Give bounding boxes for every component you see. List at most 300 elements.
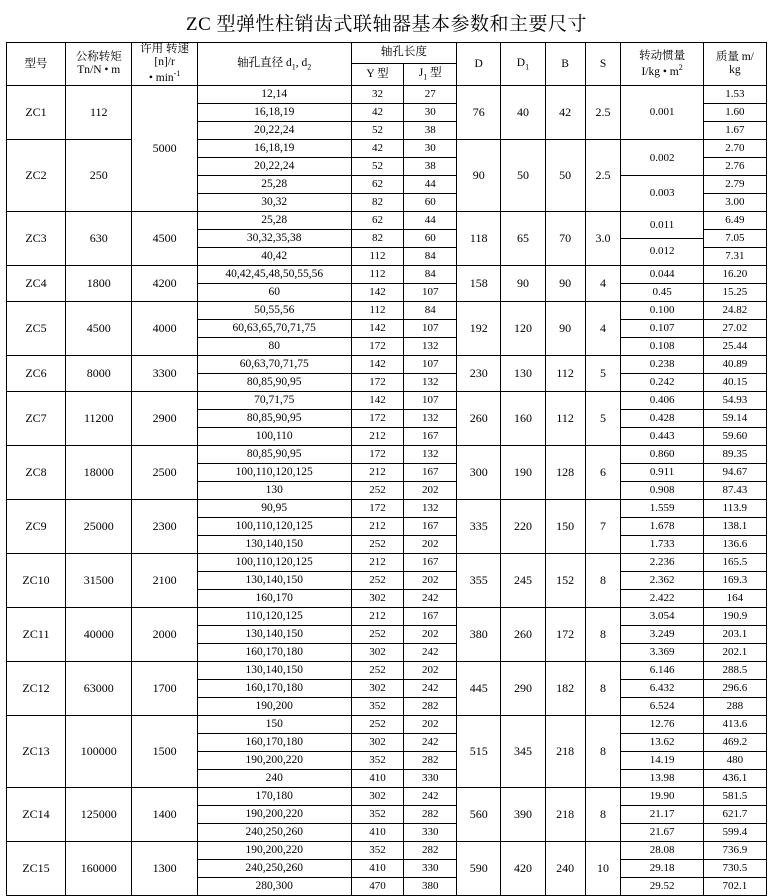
cell-bore-diameter [197,86,351,140]
cell-B: 150 [545,500,585,554]
cell-rated-torque: 4500 [66,302,132,356]
cell-bore-length-j1-line: 44 [404,176,456,194]
cell-bore-length-j1 [404,500,457,554]
cell-B: 90 [545,266,585,302]
cell-rated-torque: 160000 [66,842,132,896]
cell-speed: 3300 [132,356,197,392]
cell-bore-diameter-line: 20,22,24 [254,124,295,137]
cell-bore-diameter-line: 190,200,220 [198,806,351,824]
cell-inertia [621,716,703,788]
cell-inertia-line: 0.406 [621,392,702,410]
cell-bore-length-j1 [404,140,457,212]
cell-mass [703,554,766,608]
cell-bore-diameter-line: 240,250,260 [198,860,351,878]
cell-bore-length-j1-line: 84 [424,250,436,263]
cell-bore-length-y [351,662,404,716]
cell-inertia-line: 0.107 [621,320,702,338]
header-inertia-line2: I/kg • m [641,65,679,78]
cell-rated-torque: 125000 [66,788,132,842]
cell-bore-diameter-line: 160,170 [255,592,293,605]
cell-S: 2.5 [585,140,621,212]
cell-B: 70 [545,212,585,266]
cell-inertia-line: 0.860 [621,446,702,464]
cell-bore-diameter-line: 25,28 [198,176,351,194]
header-bore-tail: , d [295,57,308,69]
cell-bore-diameter [197,608,351,662]
cell-bore-length-j1 [404,302,457,356]
specification-table [6,42,767,896]
cell-B: 112 [545,356,585,392]
cell-bore-diameter [197,302,351,356]
cell-inertia-line: 3.249 [621,626,702,644]
cell-inertia-line: 0.911 [621,464,702,482]
header-mass-line1: 质量 m/ [715,51,754,64]
cell-bore-length-y [351,302,404,356]
cell-model: ZC3 [7,212,66,266]
cell-bore-length-j1-line: 202 [421,538,439,551]
cell-bore-diameter-line: 70,71,75 [198,392,351,410]
cell-mass [703,140,766,212]
cell-bore-length-y-line: 32 [352,86,404,104]
header-model: 型号 [7,43,66,86]
cell-speed: 2300 [132,500,197,554]
cell-bore-length-j1-line: 202 [404,572,456,590]
table-row [7,140,767,212]
cell-mass [703,446,766,500]
cell-inertia-line: 29.18 [621,860,702,878]
cell-mass-line: 94.67 [704,464,766,482]
cell-bore-diameter-line: 190,200 [255,700,293,713]
cell-inertia-line: 0.044 [621,266,702,284]
cell-inertia-line: 6.146 [621,662,702,680]
cell-model: ZC11 [7,608,66,662]
header-inertia-line1: 转动惯量 [639,49,686,62]
cell-bore-diameter-line: 16,18,19 [198,104,351,122]
cell-bore-diameter-line: 60,63,65,70,71,75 [198,320,351,338]
cell-rated-torque: 31500 [66,554,132,608]
cell-bore-length-j1-line: 107 [404,320,456,338]
cell-D: 355 [457,554,501,608]
cell-bore-length-j1-line: 167 [404,464,456,482]
cell-D: 158 [457,266,501,302]
cell-bore-length-j1-line: 282 [404,806,456,824]
cell-rated-torque: 112 [66,86,132,140]
cell-mass [703,500,766,554]
cell-bore-length-y-line: 82 [352,230,404,248]
cell-B: 152 [545,554,585,608]
cell-mass-line: 599.4 [722,826,748,839]
header-mass-line2: kg [729,64,741,77]
header-speed [132,43,197,86]
cell-bore-length-j1-line: 330 [404,860,456,878]
cell-inertia-line: 0.011 [621,213,702,240]
cell-inertia-line: 0.428 [621,410,702,428]
cell-inertia [621,554,703,608]
cell-D: 515 [457,716,501,788]
cell-mass-line: 480 [704,752,766,770]
cell-mass-line: 7.05 [704,230,766,248]
cell-rated-torque: 25000 [66,500,132,554]
cell-inertia-line: 0.242 [649,376,675,389]
cell-speed: 2000 [132,608,197,662]
cell-bore-length-y-line: 352 [352,752,404,770]
cell-bore-length-y-line: 112 [369,250,386,263]
cell-bore-length-j1-line: 282 [404,842,456,860]
cell-bore-diameter-line: 12,14 [198,86,351,104]
cell-mass-line: 54.93 [704,392,766,410]
cell-S: 8 [585,608,621,662]
cell-bore-length-j1-line: 167 [404,554,456,572]
cell-bore-diameter-line: 100,110,120,125 [198,518,351,536]
cell-speed: 1500 [132,716,197,788]
cell-D1: 260 [501,608,545,662]
cell-D: 300 [457,446,501,500]
cell-bore-length-y [351,716,404,788]
cell-mass-line: 203.1 [704,626,766,644]
cell-model: ZC1 [7,86,66,140]
cell-S: 8 [585,716,621,788]
cell-bore-length-j1 [404,212,457,266]
cell-bore-diameter-line: 40,42,45,48,50,55,56 [198,266,351,284]
cell-mass-line: 190.9 [704,608,766,626]
cell-bore-length-j1-line: 282 [404,752,456,770]
cell-bore-diameter-line: 80,85,90,95 [246,376,302,389]
header-rated-torque-line1: 公称转矩 [75,51,122,64]
cell-D1: 40 [501,86,545,140]
cell-inertia [621,662,703,716]
cell-bore-length-y-line: 252 [352,626,404,644]
cell-bore-length-y-line: 142 [369,286,386,299]
cell-S: 8 [585,788,621,842]
table-row [7,842,767,896]
cell-inertia [621,842,703,896]
header-D: D [457,43,501,86]
cell-bore-length-j1-line: 202 [404,716,456,734]
cell-bore-diameter-line: 160,170,180 [198,680,351,698]
header-bore-sub2: 2 [307,62,312,72]
table-header [7,43,767,86]
cell-bore-length-y-line: 352 [352,842,404,860]
table-row [7,788,767,842]
cell-B: 128 [545,446,585,500]
header-bore-sub1: 1 [291,62,296,72]
cell-mass [703,212,766,266]
cell-S: 2.5 [585,86,621,140]
cell-bore-length-y-line: 112 [352,302,404,320]
cell-mass [703,788,766,842]
cell-model: ZC9 [7,500,66,554]
cell-bore-length-j1-line: 167 [404,608,456,626]
cell-mass-line: 436.1 [722,772,748,785]
cell-bore-diameter-line: 130,140,150 [198,662,351,680]
cell-bore-length-y-line: 410 [369,772,386,785]
cell-inertia-line: 0.001 [649,106,675,119]
cell-speed: 1300 [132,842,197,896]
cell-inertia-line: 21.17 [621,806,702,824]
cell-bore-length-y-line: 352 [352,806,404,824]
cell-mass [703,608,766,662]
cell-bore-length-j1-line: 330 [421,826,439,839]
cell-bore-length-j1-line: 167 [404,518,456,536]
cell-bore-length-y-line: 302 [352,734,404,752]
table-body [7,86,767,896]
table-row [7,662,767,716]
cell-bore-diameter [197,500,351,554]
cell-mass-line: 2.70 [704,140,766,158]
cell-mass-line: 581.5 [704,788,766,806]
cell-bore-length-y-line: 410 [369,826,386,839]
cell-rated-torque: 630 [66,212,132,266]
cell-mass-line: 87.43 [722,484,748,497]
cell-model: ZC12 [7,662,66,716]
cell-bore-diameter-line: 130,140,150 [198,626,351,644]
cell-mass-line: 702.1 [722,880,748,893]
cell-bore-diameter-line: 240,250,260 [245,826,303,839]
cell-mass [703,302,766,356]
cell-bore-length-j1-line: 202 [404,662,456,680]
cell-mass-line: 202.1 [722,646,748,659]
cell-bore-length-j1 [404,662,457,716]
cell-mass-line: 165.5 [704,554,766,572]
cell-bore-length-y [351,500,404,554]
cell-bore-length-y-line: 62 [352,176,404,194]
cell-bore-length-y-line: 212 [352,554,404,572]
cell-bore-length-j1-line: 132 [404,446,456,464]
cell-mass-line: 296.6 [704,680,766,698]
header-rated-torque-line2: Tn/N • m [77,64,121,77]
cell-inertia-line: 3.054 [621,608,702,626]
cell-D1: 290 [501,662,545,716]
cell-bore-length-y-line: 172 [369,376,386,389]
cell-mass [703,86,766,140]
cell-rated-torque: 1800 [66,266,132,302]
cell-bore-diameter-line: 50,55,56 [198,302,351,320]
cell-bore-length-j1-line: 132 [404,500,456,518]
cell-speed: 5000 [132,86,197,212]
cell-bore-length-j1-line: 132 [421,376,439,389]
cell-D1: 245 [501,554,545,608]
cell-bore-diameter [197,662,351,716]
cell-bore-diameter-line: 20,22,24 [198,158,351,176]
cell-speed: 4500 [132,212,197,266]
cell-B: 218 [545,716,585,788]
header-bore-diameter [197,43,351,86]
cell-bore-diameter-line: 110,120,125 [198,608,351,626]
cell-mass-line: 736.9 [704,842,766,860]
cell-bore-diameter-line: 16,18,19 [198,140,351,158]
cell-bore-diameter-line: 30,32,35,38 [198,230,351,248]
cell-model: ZC7 [7,392,66,446]
cell-bore-length-j1 [404,86,457,140]
cell-D1: 190 [501,446,545,500]
cell-D: 90 [457,140,501,212]
cell-bore-length-y-line: 172 [369,340,386,353]
cell-bore-diameter [197,212,351,266]
cell-mass-line: 469.2 [704,734,766,752]
cell-bore-diameter-line: 100,110,120,125 [198,464,351,482]
cell-inertia [621,356,703,392]
cell-bore-diameter-line: 170,180 [198,788,351,806]
cell-bore-length-j1-line: 30 [404,104,456,122]
cell-D: 260 [457,392,501,446]
cell-D1: 390 [501,788,545,842]
table-row [7,86,767,140]
cell-S: 3.0 [585,212,621,266]
cell-bore-length-y-line: 252 [352,716,404,734]
cell-inertia-line: 0.100 [621,302,702,320]
header-inertia [621,43,703,86]
cell-mass-line: 169.3 [704,572,766,590]
cell-mass-line: 7.31 [725,250,745,263]
cell-bore-diameter-line: 60,63,70,71,75 [198,356,351,374]
cell-bore-diameter-line: 80,85,90,95 [198,410,351,428]
cell-bore-length-y-line: 302 [369,646,386,659]
cell-mass-line: 2.76 [704,158,766,176]
cell-bore-diameter-line: 30,32 [261,196,288,209]
cell-mass-line: 730.5 [704,860,766,878]
cell-bore-length-y-line: 302 [369,592,386,605]
cell-mass-line: 136.6 [722,538,748,551]
cell-bore-length-j1-line: 107 [404,392,456,410]
cell-inertia-line: 0.108 [649,340,675,353]
cell-bore-diameter-line: 130,140,150 [198,572,351,590]
cell-D: 380 [457,608,501,662]
cell-mass-line: 15.25 [722,286,748,299]
cell-D1: 120 [501,302,545,356]
cell-mass-line: 40.89 [704,356,766,374]
cell-D1: 160 [501,392,545,446]
cell-model: ZC15 [7,842,66,896]
cell-bore-length-y-line: 42 [352,140,404,158]
header-bore-length-group: 轴孔长度 [351,43,456,64]
cell-model: ZC4 [7,266,66,302]
cell-bore-length-j1-line: 84 [404,266,456,284]
cell-inertia-line: 2.362 [621,572,702,590]
cell-mass-line: 2.79 [704,176,766,194]
cell-S: 8 [585,662,621,716]
cell-mass [703,662,766,716]
cell-model: ZC2 [7,140,66,212]
table-row [7,302,767,356]
cell-bore-length-j1-line: 167 [421,430,439,443]
cell-bore-length-y-line: 52 [372,124,383,137]
cell-inertia-line: 1.559 [621,500,702,518]
cell-inertia-line: 13.98 [649,772,675,785]
cell-inertia [621,266,703,302]
cell-bore-diameter [197,356,351,392]
cell-speed: 2100 [132,554,197,608]
cell-bore-length-j1-line: 60 [424,196,436,209]
cell-inertia-line: 0.238 [621,356,702,374]
cell-bore-diameter [197,140,351,212]
header-bore-diameter-text: 轴孔直径 d [237,57,292,69]
cell-S: 5 [585,356,621,392]
cell-rated-torque: 40000 [66,608,132,662]
cell-bore-diameter-line: 100,110 [255,430,293,443]
cell-model: ZC14 [7,788,66,842]
cell-inertia [621,788,703,842]
cell-D: 445 [457,662,501,716]
cell-bore-diameter-line: 240 [265,772,283,785]
cell-D: 118 [457,212,501,266]
cell-inertia-line: 2.236 [621,554,702,572]
table-row [7,392,767,446]
cell-rated-torque: 8000 [66,356,132,392]
cell-bore-length-j1-line: 27 [404,86,456,104]
cell-bore-length-y [351,608,404,662]
cell-bore-length-j1-line: 107 [421,286,439,299]
cell-bore-length-j1-line: 38 [404,158,456,176]
cell-bore-length-y [351,446,404,500]
cell-S: 5 [585,392,621,446]
table-row [7,608,767,662]
cell-bore-length-j1-line: 202 [421,484,439,497]
cell-bore-length-j1-line: 84 [404,302,456,320]
cell-bore-length-y-line: 212 [352,608,404,626]
cell-mass-line: 27.02 [704,320,766,338]
cell-D: 590 [457,842,501,896]
cell-bore-diameter [197,788,351,842]
cell-B: 112 [545,392,585,446]
cell-speed: 4000 [132,302,197,356]
table-row [7,266,767,302]
cell-D: 76 [457,86,501,140]
cell-D1: 50 [501,140,545,212]
cell-bore-length-y-line: 252 [369,484,386,497]
cell-inertia-line: 0.443 [649,430,675,443]
cell-mass-line: 3.00 [725,196,745,209]
cell-bore-diameter-line: 190,200,220 [198,752,351,770]
cell-inertia [621,608,703,662]
cell-bore-diameter [197,446,351,500]
header-D1-text: D [516,57,526,69]
cell-bore-length-y [351,212,404,266]
cell-mass [703,266,766,302]
cell-D1: 65 [501,212,545,266]
header-mass [703,43,766,86]
cell-mass-line: 40.15 [722,376,748,389]
cell-bore-diameter-line: 80,85,90,95 [198,446,351,464]
cell-bore-diameter-line: 100,110,120,125 [198,554,351,572]
cell-bore-diameter-line: 190,200,220 [198,842,351,860]
cell-B: 90 [545,302,585,356]
cell-bore-length-y-line: 142 [352,356,404,374]
cell-bore-length-j1 [404,356,457,392]
cell-mass-line: 1.53 [704,86,766,104]
cell-bore-diameter-line: 130 [265,484,283,497]
cell-mass [703,392,766,446]
cell-bore-length-y [351,392,404,446]
cell-S: 4 [585,266,621,302]
cell-rated-torque: 100000 [66,716,132,788]
cell-S: 4 [585,302,621,356]
cell-bore-diameter-line: 160,170,180 [245,646,303,659]
cell-inertia-line: 6.524 [649,700,675,713]
page-title: ZC 型弹性柱销齿式联轴器基本参数和主要尺寸 [185,14,588,35]
cell-bore-length-y-line: 302 [352,788,404,806]
cell-speed: 2900 [132,392,197,446]
cell-inertia-line: 0.002 [621,141,702,176]
cell-bore-diameter [197,266,351,302]
cell-bore-length-y-line: 212 [352,464,404,482]
cell-inertia-line: 6.432 [621,680,702,698]
cell-mass-line: 16.20 [704,266,766,284]
cell-inertia-line: 29.52 [649,880,675,893]
cell-mass-line: 59.60 [722,430,748,443]
cell-inertia [621,212,703,266]
cell-B: 182 [545,662,585,716]
cell-bore-length-y-line: 62 [352,212,404,230]
